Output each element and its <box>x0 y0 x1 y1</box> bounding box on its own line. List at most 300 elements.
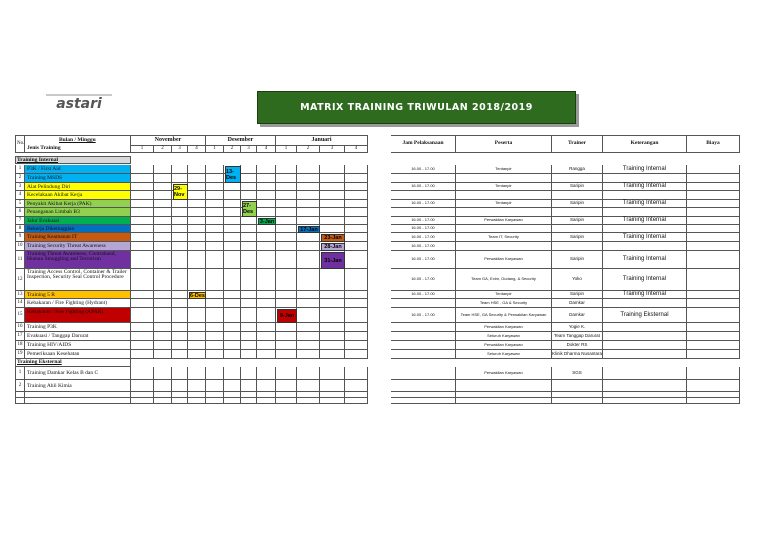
week-cell <box>241 299 257 308</box>
cell-text <box>552 191 602 199</box>
week-cell <box>172 251 188 269</box>
row-keterangan <box>603 225 687 233</box>
row-number <box>15 332 25 341</box>
week-cell <box>276 174 297 183</box>
cell-text: Training Threat Awareness, Contraband, Human Smuggling and Terrorism <box>27 250 116 263</box>
week-cell <box>257 191 276 200</box>
row-training-name <box>25 380 131 392</box>
cell-text: 2 <box>230 146 234 152</box>
cell-text: Training 5 R <box>27 291 55 298</box>
row-training-name <box>25 308 131 323</box>
week-cell <box>241 291 257 299</box>
week-cell <box>320 165 345 174</box>
week-cell <box>188 341 206 350</box>
week-cell <box>206 242 224 251</box>
cell-text: Alat Pelindung Diri <box>27 183 71 190</box>
section-training-eksternal <box>15 359 131 367</box>
row-peserta <box>456 380 552 392</box>
week-cell <box>224 242 241 251</box>
row-jam <box>391 350 456 359</box>
row-biaya <box>687 165 740 174</box>
week-cell <box>154 251 172 269</box>
row-training-name <box>25 291 131 299</box>
week-cell <box>257 165 276 174</box>
cell-text: 16 <box>17 324 23 330</box>
cell-text <box>456 208 551 216</box>
week-cell <box>297 191 320 200</box>
row-number <box>15 217 25 225</box>
cell-text: Saripin <box>569 183 584 189</box>
week-cell <box>206 332 224 341</box>
week-cell <box>131 251 154 269</box>
week-cell <box>241 191 257 200</box>
row-peserta <box>456 291 552 299</box>
week-cell <box>131 191 154 200</box>
cell-text: Training Internal <box>622 183 667 190</box>
week-cell <box>188 269 206 291</box>
row-keterangan <box>603 308 687 323</box>
cell-text: Tentanpir <box>495 291 512 297</box>
week-cell <box>241 183 257 191</box>
week-cell <box>206 269 224 291</box>
row-jam <box>391 341 456 350</box>
cell-text: Biaya <box>706 140 720 147</box>
cell-text: Kebakaran / Fire Fighting (Hydrant) <box>27 299 108 306</box>
week-cell <box>276 367 297 380</box>
cell-text <box>391 174 455 182</box>
cell-text: Perwakilan Karyawan <box>484 341 523 347</box>
cell-text: 4 <box>354 146 358 152</box>
week-cell <box>276 341 297 350</box>
week-cell <box>297 165 320 174</box>
week-cell <box>241 217 257 225</box>
cell-text <box>391 341 455 349</box>
cell-text: 15 <box>17 312 23 318</box>
row-peserta <box>456 242 552 251</box>
week-cell <box>257 251 276 269</box>
cell-text: Tentanpir <box>495 165 512 171</box>
week-cell <box>172 225 188 233</box>
cell-text <box>552 174 602 182</box>
header-jam <box>391 135 456 153</box>
section-training-internal <box>15 156 131 164</box>
week-cell <box>172 233 188 242</box>
header-jenis-training <box>25 135 131 153</box>
week-cell <box>257 200 276 208</box>
row-trainer <box>552 191 603 200</box>
week-cell <box>188 225 206 233</box>
week-cell <box>131 380 154 392</box>
row-biaya <box>687 200 740 208</box>
schedule-bar: 23-Jan <box>321 234 345 242</box>
week-cell <box>131 225 154 233</box>
row-jam <box>391 251 456 269</box>
week-cell <box>188 251 206 269</box>
week-cell <box>206 367 224 380</box>
row-biaya <box>687 183 740 191</box>
week-cell <box>172 367 188 380</box>
cell-text: 16.00 - 17.00 <box>411 242 435 248</box>
week-cell <box>224 251 241 269</box>
week-cell <box>154 225 172 233</box>
cell-text: Tentanpir <box>495 183 512 189</box>
week-cell <box>154 208 172 217</box>
cell-text: 16.00 - 17.00 <box>411 256 435 262</box>
week-cell <box>276 398 297 404</box>
week-cell <box>345 291 368 299</box>
week-cell <box>345 183 368 191</box>
cell-text: Saripin <box>569 200 584 206</box>
week-cell <box>257 380 276 392</box>
row-keterangan <box>603 251 687 269</box>
week-cell <box>224 332 241 341</box>
week-cell <box>320 323 345 332</box>
week-cell <box>241 350 257 359</box>
cell-text: 16.00 - 17.00 <box>411 276 435 282</box>
week-cell <box>154 269 172 291</box>
header-week <box>131 146 154 153</box>
week-cell <box>276 191 297 200</box>
row-biaya <box>687 308 740 323</box>
week-cell <box>276 291 297 299</box>
week-cell <box>241 251 257 269</box>
header-no <box>15 135 25 153</box>
week-cell <box>257 367 276 380</box>
row-number <box>15 233 25 242</box>
cell-text: 2 <box>18 175 22 181</box>
week-cell <box>188 332 206 341</box>
cell-text <box>456 380 551 391</box>
week-cell <box>131 242 154 251</box>
row-biaya <box>687 291 740 299</box>
week-cell <box>188 191 206 200</box>
cell-text <box>391 350 455 358</box>
week-cell <box>188 308 206 323</box>
week-cell <box>345 242 368 251</box>
header-week <box>276 146 297 153</box>
week-cell <box>297 332 320 341</box>
week-cell <box>131 367 154 380</box>
week-cell <box>131 174 154 183</box>
week-cell <box>224 398 241 404</box>
week-cell <box>188 217 206 225</box>
cell-text <box>603 225 686 232</box>
header-week <box>224 146 241 153</box>
week-cell <box>257 269 276 291</box>
week-cell <box>297 242 320 251</box>
row-biaya <box>687 191 740 200</box>
row-peserta <box>456 299 552 308</box>
cell-text: 1 <box>140 146 144 152</box>
cell-text: Kecelakaan Akibat Kerja <box>27 191 83 198</box>
week-cell <box>320 308 345 323</box>
week-cell <box>297 308 320 323</box>
cell-text: Training Security Threat Awareness <box>27 242 106 249</box>
week-cell <box>320 398 345 404</box>
cell-text: Penyakit Akibat Kerja (PAK) <box>27 200 92 207</box>
cell-text: Saripin <box>569 291 584 297</box>
week-cell <box>172 200 188 208</box>
schedule-bar: 29-Nov <box>173 184 188 200</box>
row-trainer <box>552 200 603 208</box>
week-cell <box>131 208 154 217</box>
week-cell <box>224 225 241 233</box>
week-cell <box>297 233 320 242</box>
week-cell <box>172 308 188 323</box>
cell-text: 4 <box>18 192 22 198</box>
cell-text: 16.00 - 17.00 <box>411 311 435 317</box>
row-training-name <box>25 217 131 225</box>
header-keterangan <box>603 135 687 153</box>
cell-text <box>456 174 551 182</box>
cell-text: 7 <box>18 217 22 223</box>
cell-text: Training Internal <box>622 233 667 240</box>
week-cell <box>154 165 172 174</box>
row-peserta <box>456 225 552 233</box>
week-cell <box>276 251 297 269</box>
week-cell <box>224 299 241 308</box>
header-week <box>257 146 276 153</box>
row-biaya <box>687 341 740 350</box>
row-biaya <box>687 242 740 251</box>
cell-text: Team IT, Security <box>488 233 519 239</box>
week-cell <box>206 323 224 332</box>
row-keterangan <box>603 174 687 183</box>
week-cell <box>131 200 154 208</box>
week-cell <box>257 225 276 233</box>
week-cell <box>206 165 224 174</box>
week-cell <box>206 341 224 350</box>
cell-text: Perwakilan Karyawan <box>484 323 523 329</box>
week-cell <box>172 380 188 392</box>
cell-text: Training HIV/AIDS <box>27 341 72 348</box>
week-cell <box>297 367 320 380</box>
week-cell <box>320 208 345 217</box>
week-cell <box>172 323 188 332</box>
week-cell <box>320 225 345 233</box>
schedule-bar: 6-Des <box>190 292 205 299</box>
cell-text <box>456 191 551 199</box>
row-trainer <box>552 308 603 323</box>
week-cell <box>241 165 257 174</box>
cell-text: 17 <box>17 333 23 339</box>
row-biaya <box>687 380 740 392</box>
row-number <box>15 367 25 380</box>
cell-text: Training MSDS <box>27 174 63 181</box>
row-peserta <box>456 174 552 183</box>
row-training-name <box>25 367 131 380</box>
cell-text: Perwakilan Karyawan <box>484 369 523 375</box>
cell-text: Damkar <box>569 299 585 305</box>
header-trainer <box>552 135 603 153</box>
week-cell <box>257 332 276 341</box>
row-training-name <box>25 233 131 242</box>
week-cell <box>345 165 368 174</box>
week-cell <box>206 380 224 392</box>
header-week <box>320 146 345 153</box>
cell-text: Perwakilan Karyawan <box>484 217 523 223</box>
row-number <box>15 208 25 217</box>
cell-text: SGS <box>572 369 582 375</box>
week-cell <box>131 183 154 191</box>
cell-text: Training Keamanan IT <box>27 233 78 240</box>
row-training-name <box>25 350 131 359</box>
row-jam <box>391 191 456 200</box>
cell-text: 1 <box>18 166 22 172</box>
week-cell <box>320 291 345 299</box>
row-trainer <box>552 350 603 359</box>
week-cell <box>345 332 368 341</box>
week-cell <box>257 183 276 191</box>
week-cell <box>320 350 345 359</box>
empty-cell <box>456 398 552 404</box>
cell-text: 6 <box>18 209 22 215</box>
week-cell <box>131 217 154 225</box>
cell-text <box>603 242 686 250</box>
week-cell <box>320 299 345 308</box>
week-cell <box>131 332 154 341</box>
week-cell <box>172 174 188 183</box>
row-training-name <box>25 165 131 174</box>
row-number <box>15 323 25 332</box>
week-cell <box>345 350 368 359</box>
week-cell <box>206 174 224 183</box>
row-peserta <box>456 233 552 242</box>
cell-text: 16.00 - 17.00 <box>411 217 435 223</box>
week-cell <box>172 350 188 359</box>
row-jam <box>391 367 456 380</box>
cell-text: Training Internal <box>17 157 59 163</box>
week-cell <box>172 165 188 174</box>
cell-text: Training Internal <box>622 165 667 172</box>
cell-text: 13 <box>17 291 23 297</box>
cell-text: 8 <box>18 225 22 231</box>
cell-text: 16.00 - 17.00 <box>411 233 435 239</box>
week-cell <box>276 350 297 359</box>
week-cell <box>154 380 172 392</box>
row-biaya <box>687 251 740 269</box>
week-cell <box>320 367 345 380</box>
row-jam <box>391 233 456 242</box>
row-number <box>15 191 25 200</box>
row-biaya <box>687 174 740 183</box>
week-cell <box>241 174 257 183</box>
week-cell <box>224 269 241 291</box>
cell-text <box>391 299 455 307</box>
schedule-bar: 31-Jan <box>321 252 345 269</box>
row-number <box>15 380 25 392</box>
week-cell <box>257 291 276 299</box>
row-number <box>15 341 25 350</box>
row-keterangan <box>603 183 687 191</box>
week-cell <box>241 332 257 341</box>
week-cell <box>224 191 241 200</box>
week-cell <box>224 323 241 332</box>
week-cell <box>345 200 368 208</box>
cell-text: 4 <box>195 146 198 152</box>
week-cell <box>276 332 297 341</box>
week-cell <box>297 380 320 392</box>
week-cell <box>172 341 188 350</box>
week-cell <box>297 208 320 217</box>
row-jam <box>391 174 456 183</box>
week-cell <box>224 350 241 359</box>
row-jam <box>391 217 456 225</box>
week-cell <box>131 269 154 291</box>
cell-text: 3 <box>247 146 250 152</box>
week-cell <box>224 341 241 350</box>
cell-text <box>391 367 455 379</box>
row-training-name <box>25 183 131 191</box>
row-trainer <box>552 233 603 242</box>
week-cell <box>154 291 172 299</box>
week-cell <box>297 183 320 191</box>
week-cell <box>206 291 224 299</box>
week-cell <box>320 217 345 225</box>
week-cell <box>345 251 368 269</box>
week-cell <box>188 233 206 242</box>
row-biaya <box>687 217 740 225</box>
week-cell <box>345 233 368 242</box>
week-cell <box>345 269 368 291</box>
schedule-bar: 9-Jan <box>277 309 297 323</box>
week-cell <box>172 398 188 404</box>
cell-text: 16.00 - 17.00 <box>411 200 435 206</box>
week-cell <box>206 183 224 191</box>
header-week <box>154 146 172 153</box>
header-week <box>241 146 257 153</box>
week-cell <box>297 398 320 404</box>
empty-cell <box>552 398 603 404</box>
week-cell <box>131 323 154 332</box>
cell-text: Training Access Control, Container & Trailer Inspection, Security Seal Control Procedure <box>27 268 127 281</box>
svg-text:astari: astari <box>56 96 102 111</box>
cell-text <box>603 208 686 216</box>
row-jam <box>391 165 456 174</box>
week-cell <box>257 242 276 251</box>
cell-text: Training Internal <box>622 200 667 207</box>
cell-text: Training Ahli Kimia <box>27 383 72 389</box>
schedule-bar: 3-Jan <box>259 218 275 225</box>
week-cell <box>172 269 188 291</box>
week-cell <box>276 200 297 208</box>
row-peserta <box>456 308 552 323</box>
cell-text: Training Internal <box>622 276 667 283</box>
week-cell <box>241 323 257 332</box>
row-keterangan <box>603 200 687 208</box>
week-cell <box>345 191 368 200</box>
cell-text: Team HSE, GA Security & Perwakilan Karyawan <box>460 311 547 317</box>
cell-text <box>391 191 455 199</box>
row-jam <box>391 323 456 332</box>
week-cell <box>172 299 188 308</box>
week-cell <box>257 323 276 332</box>
week-cell <box>154 200 172 208</box>
cell-text: 2 <box>18 382 22 388</box>
row-jam <box>391 332 456 341</box>
row-trainer <box>552 208 603 217</box>
row-jam <box>391 299 456 308</box>
week-cell <box>172 291 188 299</box>
row-peserta <box>456 367 552 380</box>
week-cell <box>188 200 206 208</box>
schedule-bar: 28-Jan <box>321 243 345 251</box>
schedule-bar: 17-Jan <box>298 226 320 233</box>
week-cell <box>188 398 206 404</box>
week-cell <box>276 233 297 242</box>
header-week <box>206 146 224 153</box>
row-jam <box>391 242 456 251</box>
